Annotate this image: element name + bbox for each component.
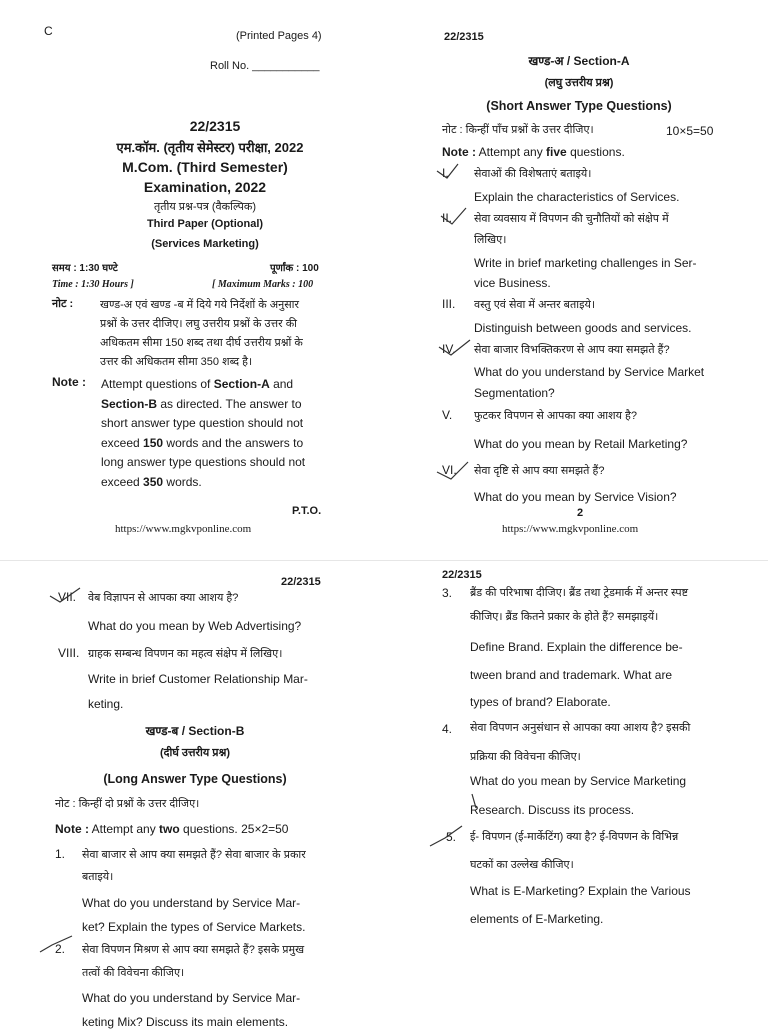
question-english: elements of E-Marketing. [470, 912, 604, 926]
question-hindi: फुटकर विपणन से आपका क्या आशय है? [474, 410, 637, 422]
hindi-note-text [100, 296, 303, 372]
note-line: long answer type questions should not [101, 455, 306, 469]
hindi-time: समय : 1:30 घण्टे [52, 263, 118, 274]
course-title: M.Com. (Third Semester) [122, 159, 288, 175]
question-hindi: सेवा व्यवसाय में विपणन की चुनौतियों को संक्षेप में [474, 213, 669, 225]
page-3 [0, 560, 384, 1029]
question-english: Write in brief Customer Relationship Mar- [88, 672, 308, 686]
page-4 [384, 560, 768, 1024]
note-text-span: Attempt any [476, 145, 547, 159]
question-english: What do you mean by Web Advertising? [88, 619, 302, 633]
pto-label: P.T.O. [292, 505, 322, 517]
question-hindi: सेवाओं की विशेषताएं बताइये। [474, 168, 592, 180]
question-hindi: ग्राहक सम्बन्ध विपणन का महत्व संक्षेप में लिखिए। [88, 648, 283, 660]
question-hindi: वस्तु एवं सेवा में अन्तर बताइये। [474, 299, 596, 311]
note-count: five [546, 145, 567, 159]
note-text-span: questions. [566, 145, 625, 159]
question-number: VII. [58, 590, 77, 604]
hindi-question-type: (लघु उत्तरीय प्रश्न) [544, 77, 614, 89]
question-english: What do you mean by Retail Marketing? [474, 437, 688, 451]
note-word-limit: 350 [143, 474, 164, 489]
question-hindi: वेब विज्ञापन से आपका क्या आशय है? [88, 592, 239, 604]
question-hindi: तत्वों की विवेचना कीजिए। [82, 967, 185, 979]
note-word-limit: 150 [143, 435, 164, 450]
hindi-exam-title: एम.कॉम. (तृतीय सेमेस्टर) परीक्षा, 2022 [116, 140, 304, 155]
question-hindi: सेवा विपणन मिश्रण से आप क्या समझते हैं? इसके प्रमुख [82, 944, 305, 956]
question-number: I. [442, 166, 449, 180]
hindi-question-type: (दीर्घ उत्तरीय प्रश्न) [159, 747, 231, 759]
note-text-span: questions. 25×2=50 [179, 822, 289, 836]
subject-title: (Services Marketing) [151, 238, 259, 250]
hindi-note-line: अधिकतम सीमा 150 शब्द तथा दीर्घ उत्तरीय प्रश्नों के [100, 337, 303, 349]
question-english: keting Mix? Discuss its main elements. [82, 1015, 289, 1029]
paper-code: 22/2315 [281, 576, 321, 588]
page-number: 2 [577, 507, 584, 519]
note-text-span: words. [163, 474, 202, 489]
question-hindi: ई- विपणन (ई-मार्केटिंग) क्या है? ई-विपणन के विभिन्न [470, 831, 679, 843]
time-allowed: Time : 1:30 Hours ] [52, 279, 134, 290]
question-number: VIII. [58, 646, 80, 660]
question-english: What do you understand by Service Mar- [82, 896, 301, 910]
note-line: short answer type question should not [101, 416, 304, 430]
hindi-instruction: नोट : किन्हीं दो प्रश्नों के उत्तर दीजिए। [55, 798, 200, 810]
hindi-marks: पूर्णांक : 100 [270, 263, 319, 274]
question-number: VI. [442, 463, 457, 477]
question-number: 2. [55, 942, 66, 956]
question-english: vice Business. [474, 276, 551, 290]
roll-number: Roll No. ___________ [210, 60, 320, 72]
page-1 [0, 0, 384, 560]
printed-pages: (Printed Pages 4) [236, 30, 322, 42]
instruction [442, 145, 625, 159]
note-text-span: exceed [101, 474, 144, 489]
question-hindi: बताइये। [82, 871, 114, 883]
note-text-span: exceed [101, 435, 144, 450]
hindi-note-line: उत्तर की अधिकतम सीमा 350 शब्द है। [100, 356, 253, 368]
question-number: IV. [442, 342, 456, 356]
note-text-span: and [269, 377, 294, 391]
corner-mark: C [44, 24, 53, 38]
note-text-span: Attempt questions of [101, 377, 214, 391]
source-url[interactable]: https://www.mgkvponline.com [502, 523, 639, 535]
question-english: Research. Discuss its process. [470, 803, 635, 817]
note-text [101, 375, 305, 492]
question-hindi: सेवा बाजार से आप क्या समझते हैं? सेवा बाजार के प्रकार [82, 849, 306, 861]
note-label: Note : [442, 145, 476, 159]
hindi-instruction: नोट : किन्हीं पाँच प्रश्नों के उत्तर दीजिए। [442, 124, 594, 136]
question-english: Segmentation? [474, 386, 555, 400]
question-type: (Short Answer Type Questions) [486, 99, 672, 113]
hindi-paper-title: तृतीय प्रश्न-पत्र (वैकल्पिक) [153, 201, 257, 213]
question-english: What do you mean by Service Marketing [470, 774, 687, 788]
hindi-note-line: प्रश्नों के उत्तर दीजिए। लघु उत्तरीय प्रश्नों के उत्तर की [100, 318, 297, 330]
hindi-note-line: खण्ड-अ एवं खण्ड -ब में दिये गये निर्देशों के अनुसार [100, 299, 300, 311]
paper-code: 22/2315 [442, 569, 482, 581]
question-english: What do you understand by Service Market [474, 365, 705, 379]
exam-title: Examination, 2022 [143, 179, 267, 195]
marks-distribution: 10×5=50 [666, 124, 714, 138]
question-english: What do you mean by Service Vision? [474, 490, 677, 504]
paper-title: Third Paper (Optional) [146, 218, 264, 230]
question-english: What is E-Marketing? Explain the Various [470, 884, 691, 898]
question-number: V. [442, 408, 453, 422]
page-2 [384, 0, 768, 560]
section-heading: खण्ड-अ / Section-A [528, 54, 630, 68]
question-number: 3. [442, 586, 453, 600]
note-count: two [159, 822, 180, 836]
question-number: II. [442, 211, 453, 225]
question-hindi: सेवा बाजार विभक्तिकरण से आप क्या समझते हैं? [474, 344, 670, 356]
note-text-span: words and the answers to [163, 435, 304, 450]
question-hindi: प्रक्रिया की विवेचना कीजिए। [470, 751, 581, 763]
question-hindi: सेवा दृष्टि से आप क्या समझते हैं? [474, 465, 605, 477]
question-hindi: ब्रैंड की परिभाषा दीजिए। ब्रैंड तथा ट्रेडमार्क में अन्तर स्पष्ट [470, 587, 689, 599]
question-english: tween brand and trademark. What are [470, 668, 673, 682]
note-text-span: Attempt any [89, 822, 160, 836]
question-english: What do you understand by Service Mar- [82, 991, 301, 1005]
instruction [55, 822, 288, 836]
note-section-a: Section-A [213, 377, 270, 391]
question-english: keting. [88, 697, 124, 711]
hindi-note-label: नोट : [52, 298, 74, 310]
question-hindi: सेवा विपणन अनुसंधान से आपका क्या आशय है? इसकी [470, 722, 691, 734]
question-english: Explain the characteristics of Services. [474, 190, 680, 204]
question-number: III. [442, 297, 456, 311]
source-url[interactable]: https://www.mgkvponline.com [115, 523, 252, 535]
question-english: Write in brief marketing challenges in Ser- [474, 256, 697, 270]
question-hindi: घटकों का उल्लेख कीजिए। [470, 859, 574, 871]
section-heading: खण्ड-ब / Section-B [145, 724, 245, 738]
question-english: Distinguish between goods and services. [474, 321, 692, 335]
question-english: types of brand? Elaborate. [470, 695, 611, 709]
paper-code: 22/2315 [189, 118, 241, 134]
question-number: 4. [442, 722, 453, 736]
maximum-marks: [ Maximum Marks : 100 [212, 279, 314, 290]
question-english: Define Brand. Explain the difference be- [470, 640, 683, 654]
question-type: (Long Answer Type Questions) [103, 772, 287, 786]
note-label: Note : [55, 822, 89, 836]
question-number: 1. [55, 847, 66, 861]
question-hindi: कीजिए। ब्रैंड कितने प्रकार के होते हैं? समझाइयें। [470, 611, 659, 623]
paper-code: 22/2315 [444, 31, 484, 43]
question-english: ket? Explain the types of Service Markets. [82, 920, 306, 934]
question-hindi: लिखिए। [474, 234, 507, 246]
note-label: Note : [52, 375, 86, 389]
question-number: 5. [446, 830, 457, 844]
note-text-span: as directed. The answer to [157, 396, 302, 411]
note-section-b: Section-B [101, 396, 158, 411]
